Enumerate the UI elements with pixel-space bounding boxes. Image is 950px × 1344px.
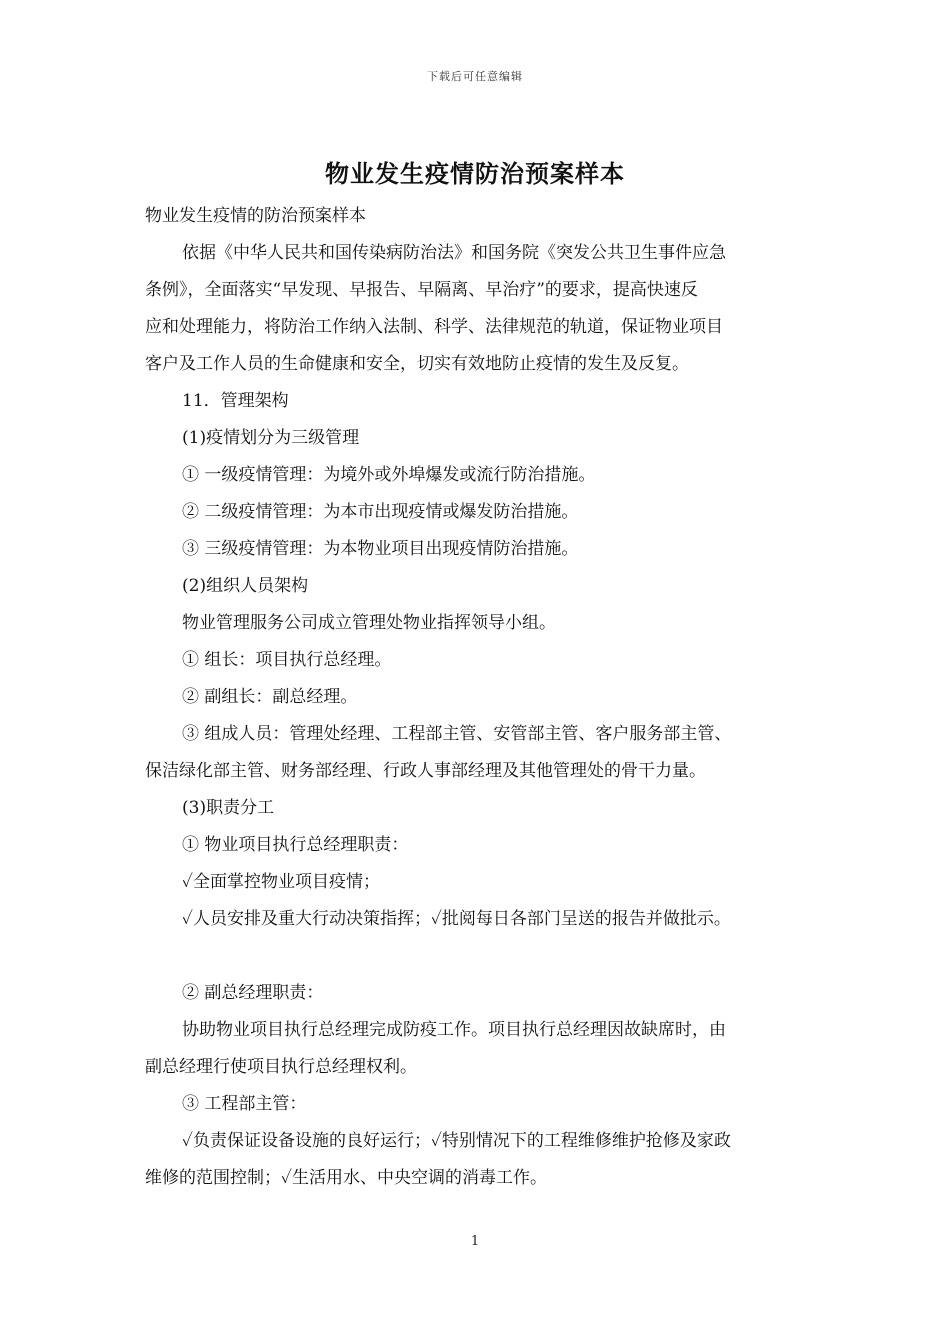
list-item: ① 一级疫情管理：为境外或外埠爆发或流行防治措施。 [182,465,596,485]
list-item: ② 副总经理职责： [182,983,324,1003]
list-item: ③ 三级疫情管理：为本物业项目出现疫情防治措施。 [182,539,579,559]
intro-line: 应和处理能力，将防治工作纳入法制、科学、法律规范的轨道，保证物业项目 [145,317,723,337]
document-title: 物业发生疫情防治预案样本 [325,160,625,188]
check-item: ✓负责保证设备设施的良好运行；✓特别情况下的工程维修维护抢修及家政 [182,1131,731,1151]
body-line: 协助物业项目执行总经理完成防疫工作。项目执行总经理因故缺席时，由 [182,1020,726,1040]
subsection-heading: (2)组织人员架构 [182,576,309,596]
list-item: ① 物业项目执行总经理职责： [182,835,409,855]
intro-line: 客户及工作人员的生命健康和安全，切实有效地防止疫情的发生及反复。 [145,354,689,374]
list-item: ① 组长：项目执行总经理。 [182,650,392,670]
list-item-continuation: 保洁绿化部主管、财务部经理、行政人事部经理及其他管理处的骨干力量。 [145,761,706,781]
subsection-heading: (3)职责分工 [182,798,275,818]
check-item: ✓全面掌控物业项目疫情； [182,872,380,892]
intro-line: 条例》，全面落实“早发现、早报告、早隔离、早治疗”的要求，提高快速反 [145,280,698,300]
header-note: 下载后可任意编辑 [427,70,523,83]
section-heading: 11．管理架构 [182,391,289,411]
check-item-continuation: 维修的范围控制；✓生活用水、中央空调的消毒工作。 [145,1168,547,1188]
subsection-heading: (1)疫情划分为三级管理 [182,428,360,448]
list-item: ② 二级疫情管理：为本市出现疫情或爆发防治措施。 [182,502,579,522]
subtitle-line: 物业发生疫情的防治预案样本 [145,206,366,226]
intro-line: 依据《中华人民共和国传染病防治法》和国务院《突发公共卫生事件应急 [182,243,726,263]
list-item: ③ 组成人员：管理处经理、工程部主管、安管部主管、客户服务部主管、 [182,724,732,744]
body-line: 副总经理行使项目执行总经理权利。 [145,1057,417,1077]
body-line: 物业管理服务公司成立管理处物业指挥领导小组。 [182,613,556,633]
list-item: ② 副组长：副总经理。 [182,687,358,707]
blank-line [145,938,807,975]
document-body [145,198,807,1197]
list-item: ③ 工程部主管： [182,1094,307,1114]
check-item: ✓人员安排及重大行动决策指挥；✓批阅每日各部门呈送的报告并做批示。 [182,909,731,929]
page-number: 1 [470,1234,480,1249]
